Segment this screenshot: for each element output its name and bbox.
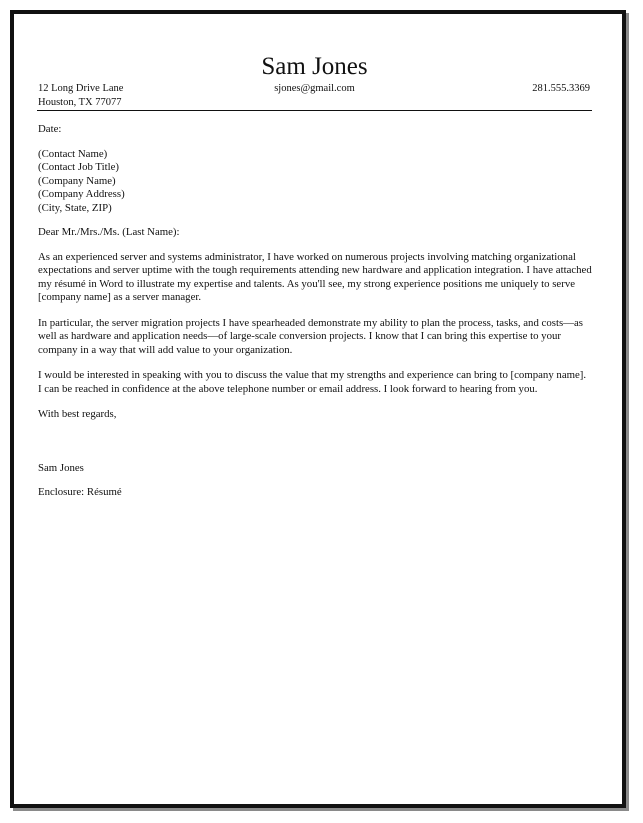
sender-phone: 281.555.3369 bbox=[532, 83, 590, 94]
paragraph-experience: In particular, the server migration projects I have spearheaded demonstrate my ability to plan the process, tasks, and costs—as well as hardware and application needs—of large-scale conversion projects. I know that I can bring this expertise to your company in a way that will add value to your organization. bbox=[38, 316, 583, 356]
recipient-contact-name: (Contact Name) bbox=[38, 147, 108, 160]
paragraph-intro: As an experienced server and systems administrator, I have worked on numerous projects involving matching organizational expectations and server uptime with the tough requirements attending new hardware and application integration. I have attached my résumé in Word to illustrate my expertise and talents. As you'll see, my strong experience positions me uniquely to serve [company name] as a server manager. bbox=[38, 250, 592, 303]
recipient-company-address: (Company Address) bbox=[38, 188, 125, 200]
recipient-city-state-zip: (City, State, ZIP) bbox=[38, 201, 112, 214]
sender-city: Houston, TX 77077 bbox=[38, 97, 122, 108]
recipient-job-title: (Contact Job Title) bbox=[38, 161, 119, 173]
sender-email: sjones@gmail.com bbox=[274, 83, 355, 94]
letter-body bbox=[37, 111, 592, 500]
date-label: Date: bbox=[38, 123, 62, 135]
contact-line bbox=[37, 82, 592, 110]
recipient-company-name: (Company Name) bbox=[38, 174, 116, 187]
sender-name: Sam Jones bbox=[261, 53, 368, 80]
closing: With best regards, bbox=[38, 408, 117, 420]
signature: Sam Jones bbox=[38, 461, 84, 474]
enclosure: Enclosure: Résumé bbox=[38, 486, 122, 498]
letter-page bbox=[37, 40, 592, 500]
paragraph-closing: I would be interested in speaking with you to discuss the value that my strengths and experience can bring to [company name]. I can be reached in confidence at the above telephone number or email address. I look forward to hearing from you. bbox=[38, 369, 587, 395]
recipient-block bbox=[38, 148, 592, 216]
sender-street: 12 Long Drive Lane bbox=[38, 83, 124, 94]
salutation: Dear Mr./Mrs./Ms. (Last Name): bbox=[38, 226, 180, 238]
